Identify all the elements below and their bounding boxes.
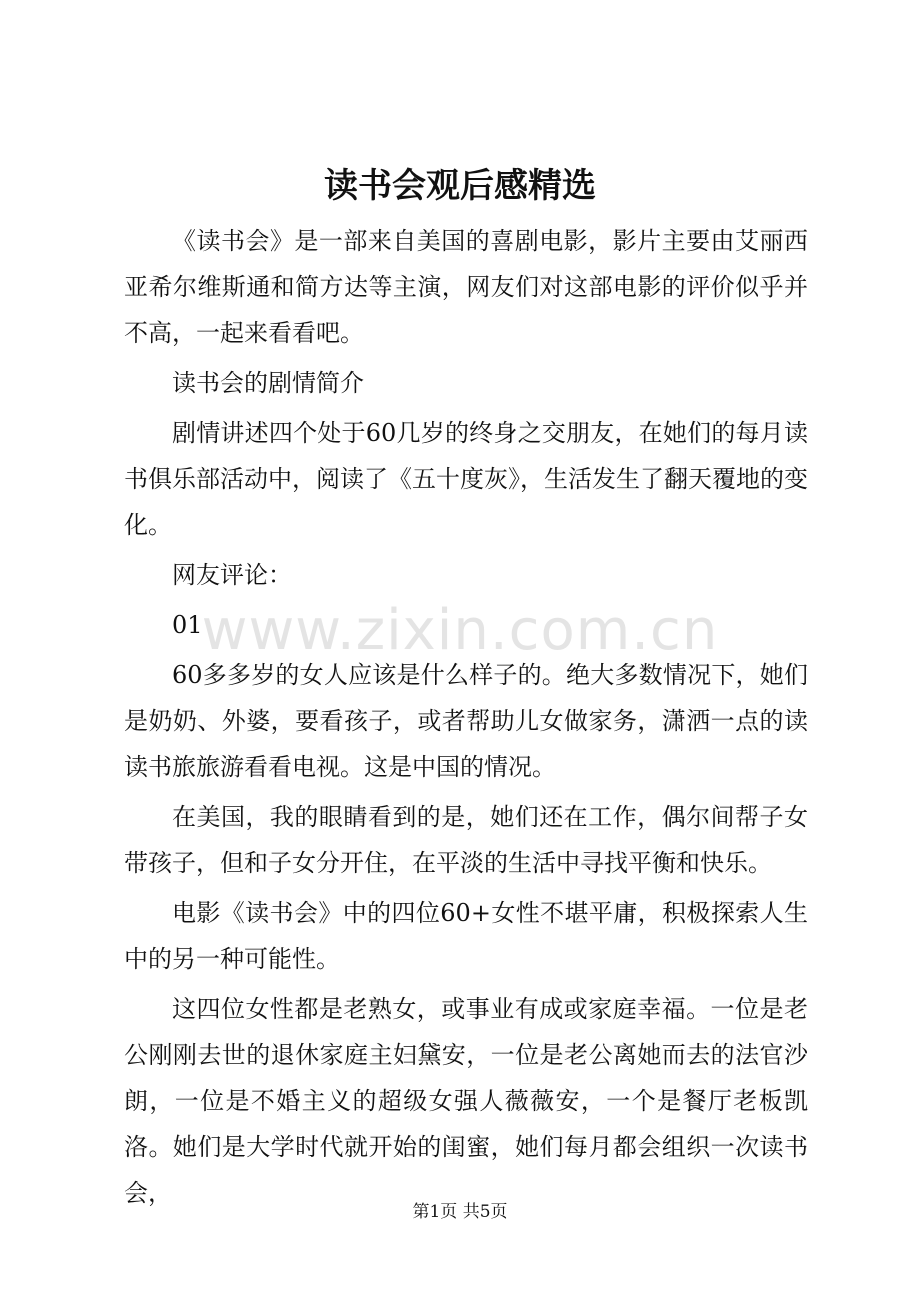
paragraph-plot: 剧情讲述四个处于60几岁的终身之交朋友，在她们的每月读书俱乐部活动中，阅读了《五十度灰》，生活发生了翻天覆地的变化。	[124, 419, 808, 539]
document-body	[124, 218, 808, 1220]
document-title: 读书会观后感精选	[324, 166, 596, 206]
paragraph-review-characters: 这四位女性都是老熟女，或事业有成或家庭幸福。一位是老公刚刚去世的退休家庭主妇黛安，一位是老公离她而去的法官沙朗，一位是不婚主义的超级女强人薇薇安，一个是餐厅老板凯洛。她们是大学时代就开始的闺蜜，她们每月都会组织一次读书会，	[124, 995, 808, 1207]
paragraph-intro: 《读书会》是一部来自美国的喜剧电影，影片主要由艾丽西亚希尔维斯通和简方达等主演，网友们对这部电影的评价似乎并不高，一起来看看吧。	[124, 227, 808, 347]
paragraph-review-usa: 在美国，我的眼睛看到的是，她们还在工作，偶尔间帮子女带孩子，但和子女分开住，在平淡的生活中寻找平衡和快乐。	[124, 803, 808, 877]
paragraph-reviews-heading: 网友评论：	[172, 561, 292, 589]
page-footer: 第1页 共5页	[412, 1202, 508, 1222]
paragraph-review-film: 电影《读书会》中的四位60+女性不堪平庸，积极探索人生中的另一种可能性。	[124, 899, 808, 973]
paragraph-review-china: 60多多岁的女人应该是什么样子的。绝大多数情况下，她们是奶奶、外婆，要看孩子，或者帮助儿女做家务，潇洒一点的读读书旅旅游看看电视。这是中国的情况。	[124, 661, 808, 781]
paragraph-plot-heading: 读书会的剧情简介	[172, 369, 364, 397]
watermark-text: www.zixin.com.cn	[201, 598, 719, 663]
paragraph-review-number: 01	[172, 611, 203, 639]
